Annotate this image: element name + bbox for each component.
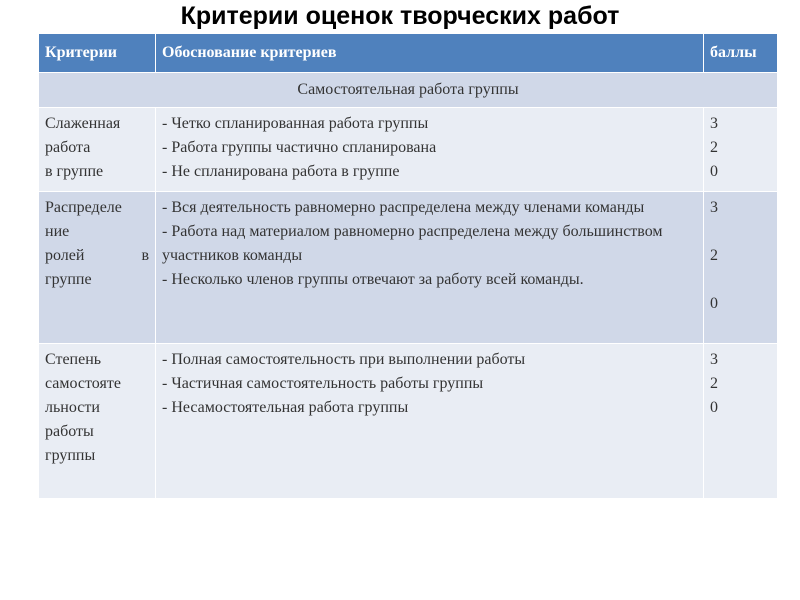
table-row: [39, 192, 778, 344]
criterion-line: группы: [45, 447, 96, 464]
points-value: 0: [710, 399, 718, 416]
points-cell: [704, 344, 778, 499]
table-row: [39, 108, 778, 192]
criterion-line: льности: [45, 399, 100, 416]
justification-line: - Работа над материалом равномерно распределена между большинством участников команды: [162, 223, 663, 264]
justification-line: - Частичная самостоятельность работы группы: [162, 375, 484, 392]
criterion-line: в группе: [45, 163, 104, 180]
header-justification: Обоснование критериев: [156, 34, 704, 73]
criterion-line: ние: [45, 223, 70, 240]
table-row: [39, 344, 778, 499]
criterion-cell: [39, 344, 156, 499]
points-value: 2: [710, 247, 718, 264]
justification-line: - Не спланирована работа в группе: [162, 163, 400, 180]
justification-cell: [156, 108, 704, 192]
justification-line: - Полная самостоятельность при выполнении работы: [162, 351, 526, 368]
criterion-line: [45, 244, 149, 268]
criterion-line: работы: [45, 423, 94, 440]
justification-line: - Несамостоятельная работа группы: [162, 399, 409, 416]
points-cell: [704, 192, 778, 344]
group-label: Самостоятельная работа группы: [39, 73, 778, 108]
justification-cell: [156, 192, 704, 344]
criterion-line: Степень: [45, 351, 102, 368]
points-value: 0: [710, 295, 718, 312]
justification-line: - Четко спланированная работа группы: [162, 115, 429, 132]
criterion-line: работа: [45, 139, 91, 156]
justification-cell: [156, 344, 704, 499]
points-value: 2: [710, 375, 718, 392]
criterion-cell: [39, 108, 156, 192]
justification-line: - Несколько членов группы отвечают за работу всей команды.: [162, 271, 584, 288]
header-row: [39, 34, 778, 73]
criterion-word: ролей: [45, 247, 85, 264]
criterion-line: самостояте: [45, 375, 121, 392]
points-value: 3: [710, 199, 718, 216]
criterion-cell: [39, 192, 156, 344]
criterion-line: Распределе: [45, 199, 122, 216]
points-value: 2: [710, 139, 718, 156]
justification-line: - Вся деятельность равномерно распределена между членами команды: [162, 199, 645, 216]
header-points: баллы: [704, 34, 778, 73]
criterion-word: в: [141, 247, 149, 264]
group-row: [39, 73, 778, 108]
points-value: 0: [710, 163, 718, 180]
justification-line: - Работа группы частично спланирована: [162, 139, 437, 156]
points-value: 3: [710, 351, 718, 368]
points-value: 3: [710, 115, 718, 132]
slide-title: Критерии оценок творческих работ: [180, 2, 620, 30]
criteria-table: [38, 33, 778, 499]
criterion-line: группе: [45, 271, 92, 288]
criterion-line: Слаженная: [45, 115, 121, 132]
header-criteria: Критерии: [39, 34, 156, 73]
points-cell: [704, 108, 778, 192]
